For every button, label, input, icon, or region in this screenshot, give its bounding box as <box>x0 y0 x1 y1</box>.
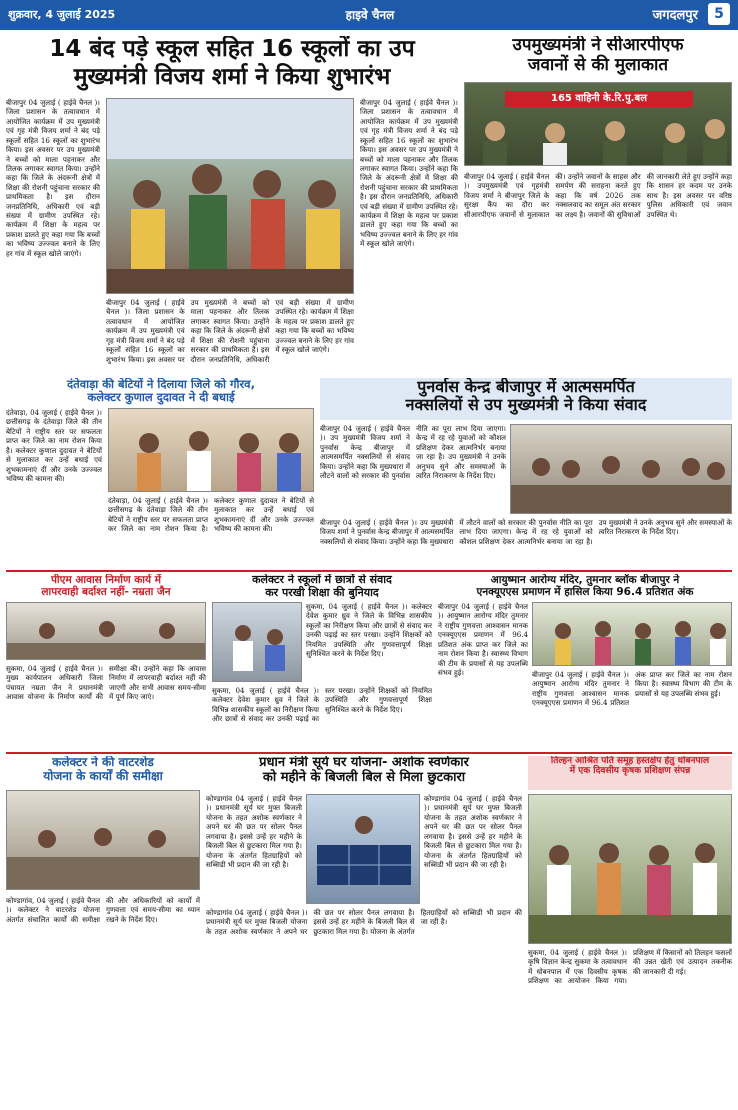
article-body-top <box>320 424 506 514</box>
headline-line-2: कलेक्टर कुणाल दुदावत ने दी बधाई <box>87 390 235 405</box>
article-body <box>6 896 200 1104</box>
body-text: बीजापुर 04 जुलाई ( हाईवे चैनल )। जिला प्रशासन के तत्वावधान में आयोजित कार्यक्रम में उप मुख्यमंत्री एवं गृह मंत्री विजय शर्मा ने बंद पड़े स्कूलों सहित 16 स्कूलों का शुभारंभ किया। इस अवसर पर उप मुख्यमंत्री ने बच्चों को माला पहनाकर और तिलक लगाकर स्वागत किया। उन्होंने कहा कि जिले के अंदरूनी क्षेत्रों में शिक्षा की रोशनी पहुंचाना सरकार की प्राथमिकता है। इस दौरान जनप्रतिनिधि, अधिकारी एवं बड़ी संख्या में ग्रामीण उपस्थित रहे। कार्यक्रम में शिक्षा के महत्व पर प्रकाश डालते हुए कहा गया कि बच्चों का भविष्य उज्ज्वल बनाने के लिए हर गांव में स्कूल खोले जाएंगे। <box>106 298 354 364</box>
headline-line-1: आयुष्मान आरोग्य मंदिर, तुमनार ब्लॉक बीजापुर ने <box>490 574 680 586</box>
body-text: दंतेवाड़ा, 04 जुलाई ( हाईवे चैनल )। छत्तीसगढ़ के दंतेवाड़ा जिले की तीन बेटियों ने राष्ट्रीय स्तर पर सफलता प्राप्त कर जिले का नाम रोशन किया है। कलेक्टर कुणाल दुदावत ने बेटियों से मुलाकात कर उन्हें बधाई एवं शुभकामनाएं दीं और उनके उज्ज्वल भविष्य की कामना की। <box>108 496 314 534</box>
meeting-photo-icon <box>7 791 200 890</box>
body-text: बीजापुर 04 जुलाई ( हाईवे चैनल )। जिला प्रशासन के तत्वावधान में आयोजित कार्यक्रम में उप मुख्यमंत्री एवं गृह मंत्री विजय शर्मा ने बंद पड़े स्कूलों सहित 16 स्कूलों का शुभारंभ किया। इस अवसर पर उप मुख्यमंत्री ने बच्चों को माला पहनाकर और तिलक लगाकर स्वागत किया। उन्होंने कहा कि जिले के अंदरूनी क्षेत्रों में शिक्षा की रोशनी पहुंचाना सरकार की प्राथमिकता है। इस दौरान जनप्रतिनिधि, अधिकारी एवं बड़ी संख्या में ग्रामीण उपस्थित रहे। कार्यक्रम में शिक्षा के महत्व पर प्रकाश डालते हुए कहा गया कि बच्चों का भविष्य उज्ज्वल बनाने के लिए हर गांव में स्कूल खोले जाएंगे। <box>6 98 100 258</box>
headline-line-2: लापरवाही बर्दाश्त नहीं- नम्रता जैन <box>41 586 171 599</box>
article-body-bottom <box>106 298 354 376</box>
body-text: कोण्डागांव 04 जुलाई ( हाईवे चैनल )। प्रधानमंत्री सूर्य घर मुफ्त बिजली योजना के तहत अशोक स्वर्णकार ने अपने घर की छत पर सोलर पैनल लगवाया है। इससे उन्हें हर महीने के बिजली बिल से छुटकारा मिल गया है। योजना के अंतर्गत हितग्राहियों को सब्सिडी भी प्रदान की जा रही है। <box>206 908 522 936</box>
article-rehab-centre <box>320 378 732 568</box>
headline-line-2: को महीने के बिजली बिल से मिला छुटकारा <box>262 769 466 785</box>
daughters-photo <box>108 408 314 492</box>
meeting-photo-icon <box>7 603 206 660</box>
headline-line-1: पीएम आवास निर्माण कार्य में <box>50 574 162 586</box>
body-text: बीजापुर 04 जुलाई ( हाईवे चैनल )। उपमुख्यमंत्री एवं गृहमंत्री विजय शर्मा ने बीजापुर जिले के सुरक्षा कैंप का दौरा कर सीआरपीएफ जवानों से मुलाकात की। उन्होंने जवानों के साहस और समर्पण की सराहना करते हुए कहा कि वर्ष 2026 तक नक्सलवाद का समूल अंत सरकार का लक्ष्य है। जवानों की सुविधाओं की जानकारी लेते हुए उन्होंने कहा कि शासन हर कदम पर उनके साथ है। इस अवसर पर वरिष्ठ पुलिस अधिकारी एवं जवान उपस्थित थे। <box>464 172 732 219</box>
article-body-left <box>438 602 528 750</box>
farmers-photo-icon <box>529 795 732 944</box>
rehab-meeting-photo <box>510 424 732 514</box>
classroom-photo <box>212 602 302 682</box>
headline-line-1: दंतेवाड़ा की बेटियों ने दिलाया जिले को गौरव, <box>67 378 255 391</box>
solar-panel-photo <box>306 794 420 904</box>
page-number: 5 <box>708 3 730 25</box>
article-school-inauguration <box>6 36 458 376</box>
page-header <box>0 0 738 30</box>
people-photo-icon <box>533 603 732 666</box>
article-body-bottom <box>206 908 522 1104</box>
body-text: कोण्डागांव, 04 जुलाई ( हाईवे चैनल )। कलेक्टर ने वाटरशेड योजना अंतर्गत संचालित कार्यों की समीक्षा की और अधिकारियों को कार्यों में गुणवत्ता एवं समय-सीमा का ध्यान रखने के निर्देश दिए। <box>6 896 200 924</box>
article-ayushman-nqas <box>438 574 732 750</box>
headline-line-2: एनक्यूएएस प्रमाणन में हासिल किया 96.4 प्रतिशत अंक <box>476 586 694 599</box>
headline-line-2: कर परखी शिक्षा की बुनियाद <box>265 585 379 599</box>
article-dantewada-daughters <box>6 378 316 568</box>
crpf-banner: 165 वाहिनी के.रि.पु.बल <box>505 91 693 107</box>
solar-panel-icon <box>307 795 420 904</box>
body-text: बीजापुर 04 जुलाई ( हाईवे चैनल )। आयुष्मान आरोग्य मंदिर तुमनार ने राष्ट्रीय गुणवत्ता आश्वासन मानक एनक्यूएएस प्रमाणन में 96.4 प्रतिशत अंक प्राप्त कर जिले का नाम रोशन किया है। स्वास्थ्य विभाग की टीम के प्रयासों से यह उपलब्धि संभव हुई। <box>438 602 528 677</box>
body-text: सुकमा, 04 जुलाई ( हाईवे चैनल )। कलेक्टर देवेश कुमार ध्रुव ने जिले के विभिन्न शासकीय स्कूलों का निरीक्षण किया और छात्रों से संवाद कर उनकी पढ़ाई का स्तर परखा। उन्होंने शिक्षकों को नियमित उपस्थिति और गुणवत्तापूर्ण शिक्षा सुनिश्चित करने के निर्देश दिए। <box>306 602 432 659</box>
edition-city: जगदलपुर <box>652 8 698 23</box>
watershed-meeting-photo <box>6 790 200 890</box>
article-collector-school <box>212 574 432 750</box>
article-body <box>464 172 732 376</box>
classroom-icon <box>213 603 302 682</box>
article-body-bottom <box>320 518 732 568</box>
article-body-left <box>6 408 102 568</box>
body-text: बीजापुर 04 जुलाई ( हाईवे चैनल )। उप मुख्यमंत्री विजय शर्मा ने पुनर्वास केन्द्र बीजापुर में आत्मसमर्पित नक्सलियों से संवाद किया। उन्होंने कहा कि मुख्यधारा में लौटने वालों को सरकार की पुनर्वास नीति का पूरा लाभ दिया जाएगा। केन्द्र में रह रहे युवाओं को कौशल प्रशिक्षण देकर आत्मनिर्भर बनाया जा रहा है। उप मुख्यमंत्री ने उनके अनुभव सुने और समस्याओं के त्वरित निराकरण के निर्देश दिए। <box>320 518 732 546</box>
issue-date: शुक्रवार, 4 जुलाई 2025 <box>8 8 116 21</box>
school-event-photo <box>106 98 354 294</box>
headline-line-2: मुख्यमंत्री विजय शर्मा ने किया शुभारंभ <box>73 64 391 91</box>
article-body-bottom <box>532 670 732 750</box>
people-photo-icon <box>107 99 354 294</box>
body-text: कोण्डागांव 04 जुलाई ( हाईवे चैनल )। प्रधानमंत्री सूर्य घर मुफ्त बिजली योजना के तहत अशोक स्वर्णकार ने अपने घर की छत पर सोलर पैनल लगवाया है। इससे उन्हें हर महीने के बिजली बिल से छुटकारा मिल गया है। योजना के अंतर्गत हितग्राहियों को सब्सिडी भी प्रदान की जा रही है। <box>424 794 522 869</box>
headline-line-1: प्रधान मंत्री सूर्य घर योजना- अशोक स्वर्णकार <box>259 756 469 770</box>
headline-line-2: में एक दिवसीय कृषक प्रशिक्षण संपन्न <box>569 766 691 777</box>
headline-line-1: उपमुख्यमंत्री ने सीआरपीएफ <box>512 36 684 55</box>
article-body-bottom <box>108 496 314 568</box>
article-body <box>6 664 206 750</box>
article-body-right <box>424 794 522 904</box>
body-text: सुकमा, 04 जुलाई ( हाईवे चैनल )। कृषि विज्ञान केन्द्र सुकमा के तत्वावधान में धोबनपाल में एक दिवसीय कृषक प्रशिक्षण का आयोजन किया गया। प्रशिक्षण में किसानों को तिलहन फसलों की उन्नत खेती एवं उत्पादन तकनीक की जानकारी दी गई। <box>528 948 732 986</box>
headline-line-1: 14 बंद पड़े स्कूल सहित 16 स्कूलों का उप <box>49 36 415 62</box>
soldiers-icon <box>465 83 732 166</box>
section-divider <box>6 570 732 572</box>
people-photo-icon <box>109 409 314 492</box>
article-body-bottom <box>212 686 432 750</box>
body-text: बीजापुर 04 जुलाई ( हाईवे चैनल )। उप मुख्यमंत्री विजय शर्मा ने पुनर्वास केन्द्र बीजापुर में आत्मसमर्पित नक्सलियों से संवाद किया। उन्होंने कहा कि मुख्यधारा में लौटने वालों को सरकार की पुनर्वास नीति का पूरा लाभ दिया जाएगा। केन्द्र में रह रहे युवाओं को कौशल प्रशिक्षण देकर आत्मनिर्भर बनाया जा रहा है। उप मुख्यमंत्री ने उनके अनुभव सुने और समस्याओं के त्वरित निराकरण के निर्देश दिए। <box>320 424 506 481</box>
headline-line-1: तिल्हन आश्रित पति समूह हस्तक्षेप हेतु धोबनपाल <box>550 756 710 766</box>
body-text: सुकमा, 04 जुलाई ( हाईवे चैनल )। कलेक्टर देवेश कुमार ध्रुव ने जिले के विभिन्न शासकीय स्कूलों का निरीक्षण किया और छात्रों से संवाद कर उनकी पढ़ाई का स्तर परखा। उन्होंने शिक्षकों को नियमित उपस्थिति और गुणवत्तापूर्ण शिक्षा सुनिश्चित करने के निर्देश दिए। <box>212 686 432 724</box>
article-body <box>528 948 732 1104</box>
headline-line-1: पुनर्वास केन्द्र बीजापुर में आत्मसमर्पित <box>417 378 635 396</box>
article-crpf-meeting <box>464 36 732 376</box>
section-divider <box>6 752 732 754</box>
body-text: बीजापुर 04 जुलाई ( हाईवे चैनल )। आयुष्मान आरोग्य मंदिर तुमनार ने राष्ट्रीय गुणवत्ता आश्वासन मानक एनक्यूएएस प्रमाणन में 96.4 प्रतिशत अंक प्राप्त कर जिले का नाम रोशन किया है। स्वास्थ्य विभाग की टीम के प्रयासों से यह उपलब्धि संभव हुई। <box>532 670 732 708</box>
body-text: सुकमा, 04 जुलाई ( हाईवे चैनल )। मुख्य कार्यपालन अधिकारी जिला पंचायत नम्रता जैन ने प्रधानमंत्री आवास योजना के निर्माण कार्यों की समीक्षा की। उन्होंने कहा कि आवास निर्माण में लापरवाही बर्दाश्त नहीं की जाएगी और सभी आवास समय-सीमा में पूर्ण किए जाएं। <box>6 664 206 702</box>
body-text: बीजापुर 04 जुलाई ( हाईवे चैनल )। जिला प्रशासन के तत्वावधान में आयोजित कार्यक्रम में उप मुख्यमंत्री एवं गृह मंत्री विजय शर्मा ने बंद पड़े स्कूलों सहित 16 स्कूलों का शुभारंभ किया। इस अवसर पर उप मुख्यमंत्री ने बच्चों को माला पहनाकर और तिलक लगाकर स्वागत किया। उन्होंने कहा कि जिले के अंदरूनी क्षेत्रों में शिक्षा की रोशनी पहुंचाना सरकार की प्राथमिकता है। इस दौरान जनप्रतिनिधि, अधिकारी एवं बड़ी संख्या में ग्रामीण उपस्थित रहे। कार्यक्रम में शिक्षा के महत्व पर प्रकाश डालते हुए कहा गया कि बच्चों का भविष्य उज्ज्वल बनाने के लिए हर गांव में स्कूल खोले जाएंगे। <box>360 98 458 249</box>
article-body-left <box>6 98 100 376</box>
headline-line-2: जवानों से की मुलाकात <box>527 54 669 75</box>
meeting-photo-icon <box>511 425 732 514</box>
review-meeting-photo <box>6 602 206 660</box>
newspaper-name: हाइवे चैनल <box>345 8 395 22</box>
headline-line-1: कलेक्टर ने स्कूलों में छात्रों से संवाद <box>252 574 392 586</box>
training-photo <box>528 794 732 944</box>
article-body-right <box>360 98 458 376</box>
article-pm-awas <box>6 574 206 750</box>
headline-line-1: कलेक्टर ने की वाटरशेड <box>52 756 154 769</box>
crpf-photo <box>464 82 732 166</box>
headline-line-2: योजना के कार्यों की समीक्षा <box>43 768 163 783</box>
body-text: दंतेवाड़ा, 04 जुलाई ( हाईवे चैनल )। छत्तीसगढ़ के दंतेवाड़ा जिले की तीन बेटियों ने राष्ट्रीय स्तर पर सफलता प्राप्त कर जिले का नाम रोशन किया है। कलेक्टर कुणाल दुदावत ने बेटियों से मुलाकात कर उन्हें बधाई एवं शुभकामनाएं दीं और उनके उज्ज्वल भविष्य की कामना की। <box>6 408 102 483</box>
body-text: कोण्डागांव 04 जुलाई ( हाईवे चैनल )। प्रधानमंत्री सूर्य घर मुफ्त बिजली योजना के तहत अशोक स्वर्णकार ने अपने घर की छत पर सोलर पैनल लगवाया है। इससे उन्हें हर महीने के बिजली बिल से छुटकारा मिल गया है। योजना के अंतर्गत हितग्राहियों को सब्सिडी भी प्रदान की जा रही है। <box>206 794 302 869</box>
article-body-right <box>306 602 432 682</box>
health-centre-photo <box>532 602 732 666</box>
article-farmer-training <box>528 756 732 1104</box>
article-watershed-review <box>6 756 200 1104</box>
article-surya-ghar <box>206 756 522 1104</box>
headline-line-2: नक्सलियों से उप मुख्यमंत्री ने किया संवाद <box>405 395 647 415</box>
article-body-left <box>206 794 302 904</box>
